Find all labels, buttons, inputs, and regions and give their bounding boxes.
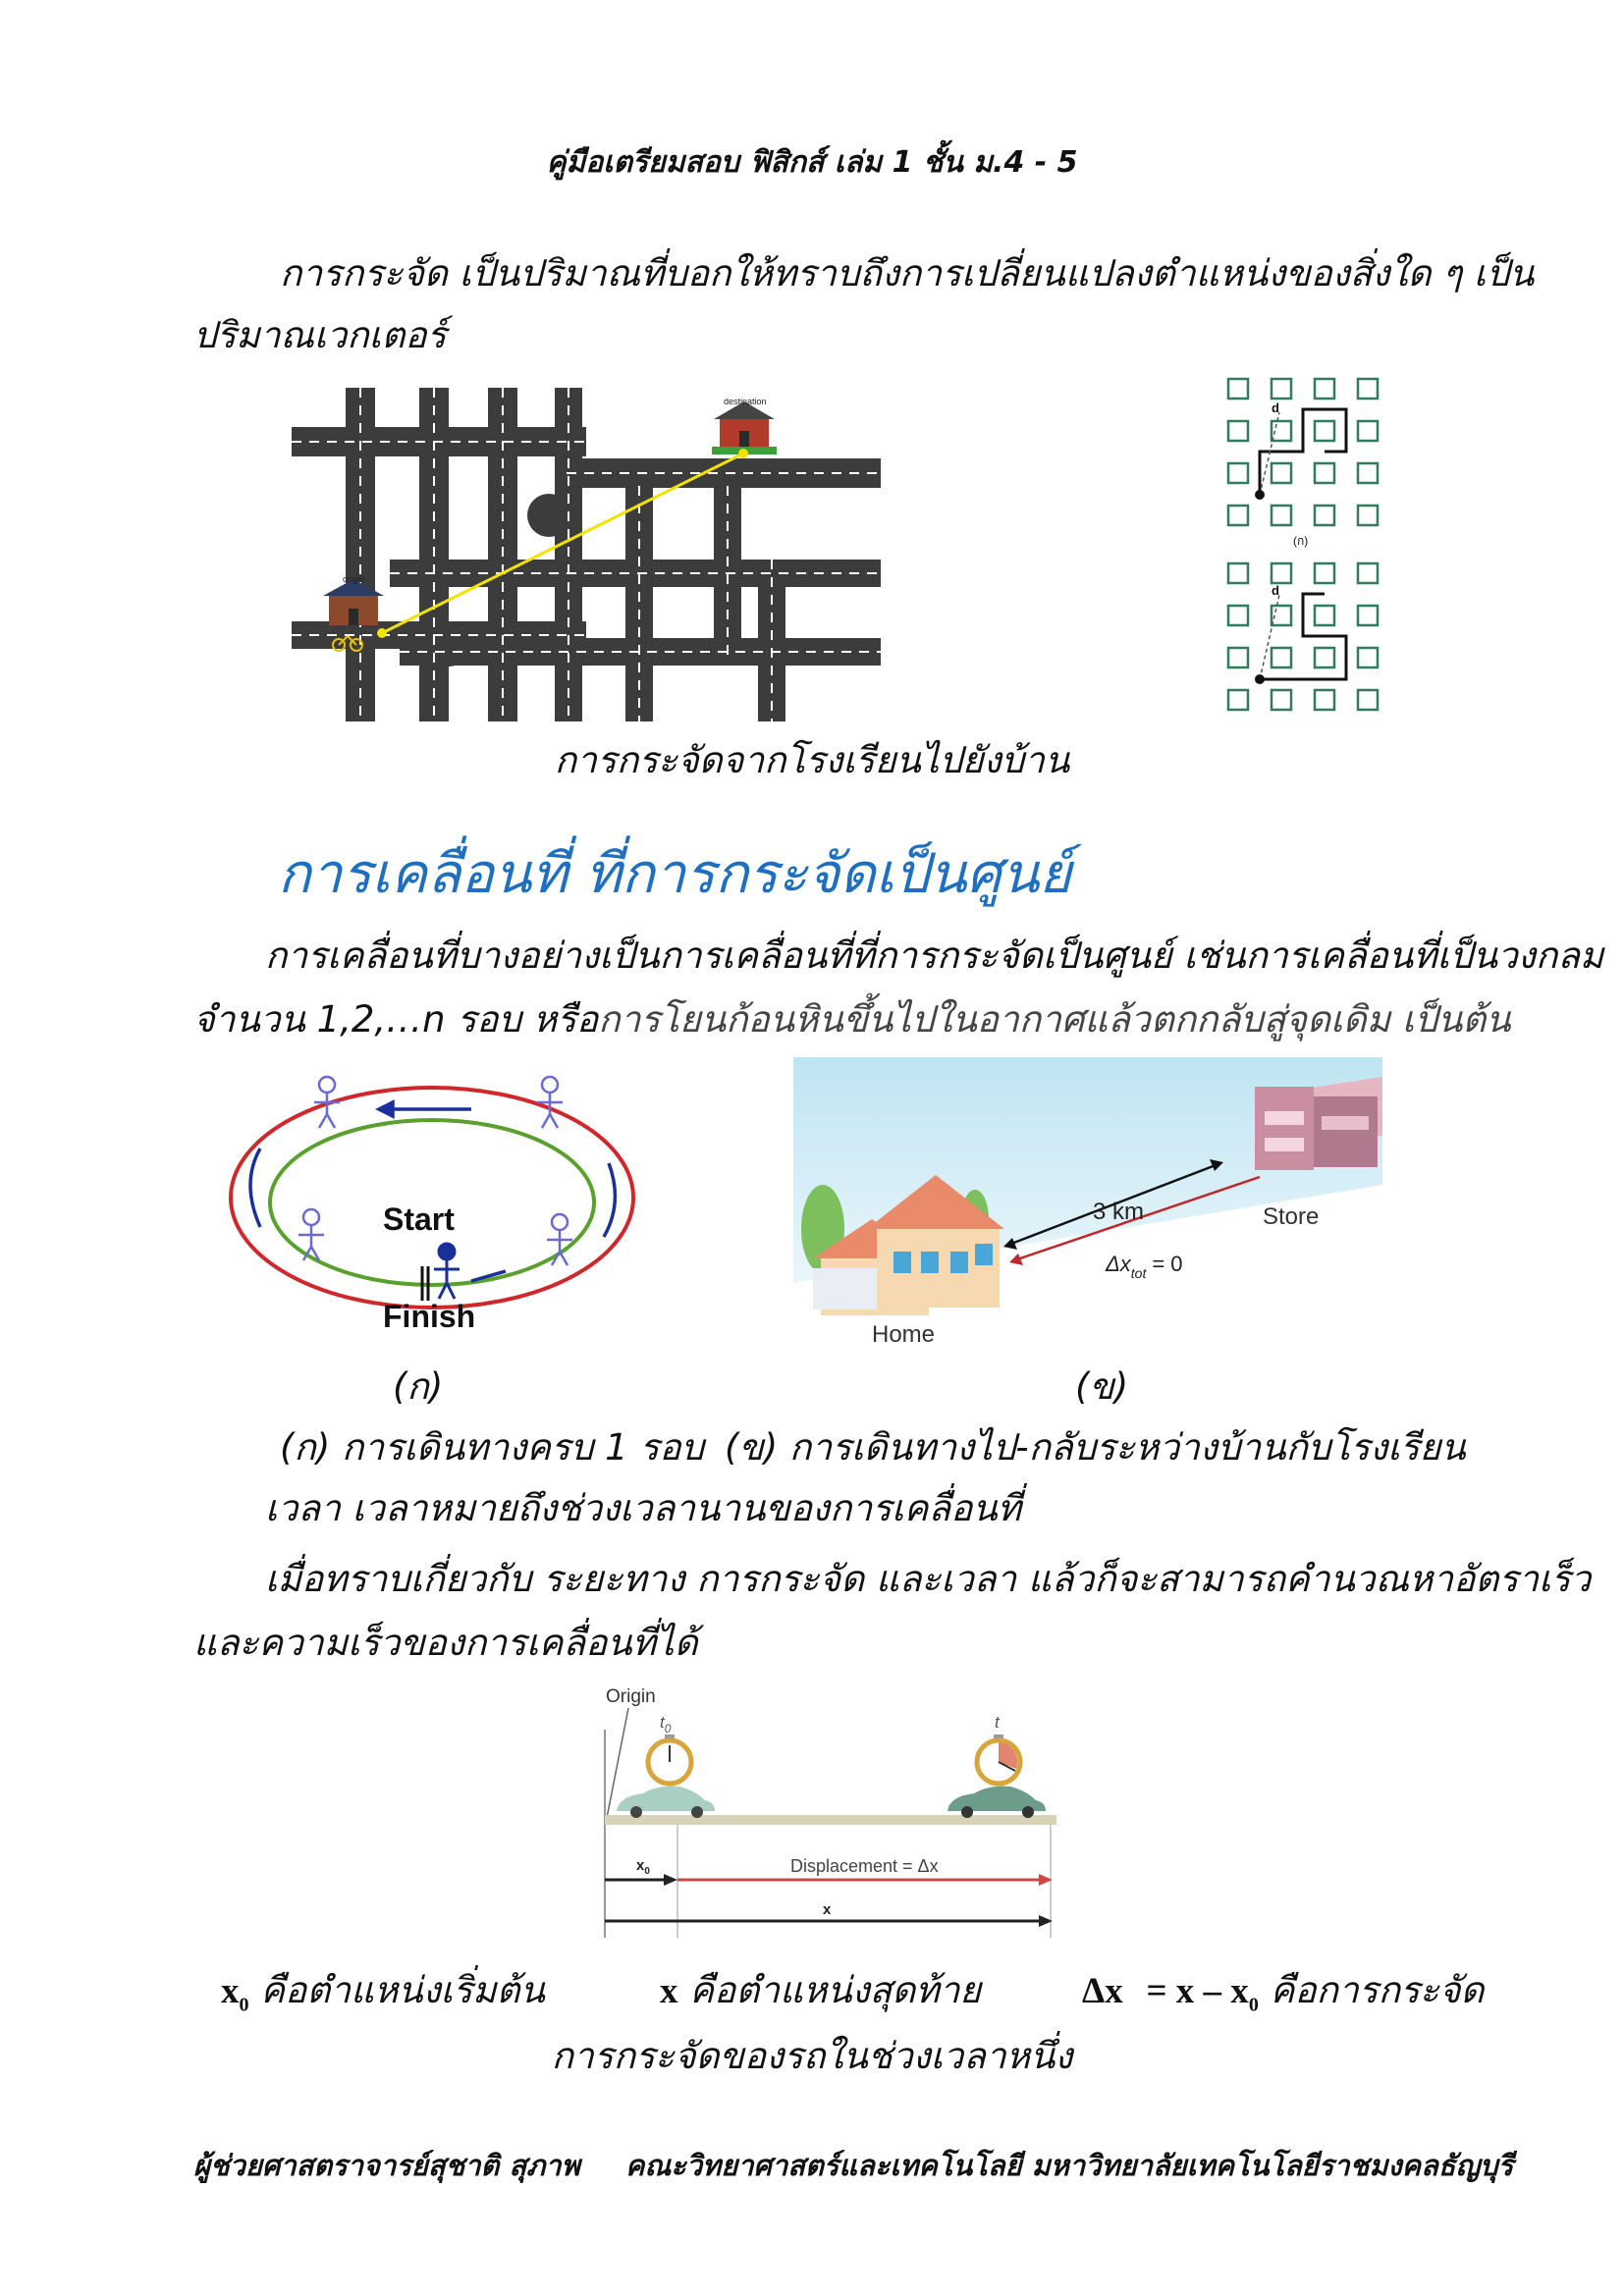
- page-header: คู่มือเตรียมสอบ ฟิสิกส์ เล่ม 1 ชั้น ม.4 - 5: [546, 145, 1078, 180]
- displacement-label: Displacement = Δx: [790, 1856, 939, 1876]
- def-x-text: คือตำแหน่งสุดท้าย: [689, 1969, 982, 2011]
- map-caption: การกระจัดจากโรงเรียนไปยังบ้าน: [554, 739, 1070, 781]
- car-displacement-figure: [599, 1681, 1060, 1938]
- caption-a: (ก) การเดินทางครบ 1 รอบ: [280, 1426, 705, 1468]
- section-title: การเคลื่อนที่ ที่การกระจัดเป็นศูนย์: [278, 842, 1072, 906]
- delta-symbol: Δx: [1106, 1252, 1131, 1276]
- start-label: Start: [383, 1201, 455, 1237]
- home-store-figure: [793, 1057, 1382, 1347]
- t0-sub: 0: [664, 1722, 672, 1735]
- time-line-3: และความเร็วของการเคลื่อนที่ได้: [193, 1622, 698, 1664]
- x0-symbol: x: [636, 1857, 645, 1874]
- section-line-2a: จำนวน 1,2,…n รอบ หรือ: [193, 998, 599, 1041]
- finish-label: Finish: [383, 1299, 476, 1334]
- time-line-2: เมื่อทราบเกี่ยวกับ ระยะทาง การกระจัด และเวลา แล้วก็จะสามารถคำนวณหาอัตราเร็ว: [265, 1558, 1592, 1600]
- grid-a-label: (ก): [1293, 534, 1309, 548]
- def-dx-text: คือการกระจัด: [1270, 1969, 1485, 2011]
- home-sublabel: (ข): [1075, 1365, 1129, 1408]
- section-line-2: [193, 991, 1511, 1048]
- car-caption: การกระจัดของรถในช่วงเวลาหนึ่ง: [551, 2035, 1073, 2077]
- t-label: t: [995, 1713, 1000, 1732]
- distance-label: 3 km: [1093, 1199, 1145, 1225]
- grid-d1-label: d: [1272, 400, 1279, 415]
- x-label: x: [823, 1901, 832, 1918]
- caption-b: (ข) การเดินทางไป-กลับระหว่างบ้านกับโรงเรียน: [725, 1426, 1466, 1468]
- t0-symbol: t: [660, 1713, 665, 1732]
- def-dx-sub: 0: [1248, 1994, 1259, 2016]
- def-x0-sub: 0: [239, 1994, 249, 2016]
- destination-point: [738, 449, 748, 458]
- x0-sub: 0: [644, 1866, 650, 1877]
- def-x-symbol: x: [660, 1971, 678, 2011]
- home-label: Home: [872, 1321, 936, 1347]
- delta-eq: = 0: [1152, 1252, 1183, 1276]
- def-x: [660, 1961, 981, 2019]
- def-dx: [1082, 1961, 1484, 2019]
- grid-path-figure: [1222, 373, 1394, 726]
- section-line-2b: การโยนก้อนหินขึ้นไปในอากาศแล้วตกกลับสู่จุดเดิม เป็นต้น: [598, 998, 1511, 1041]
- road-map-figure: [292, 388, 881, 721]
- time-line-1: เวลา เวลาหมายถึงช่วงเวลานานของการเคลื่อนที่: [265, 1487, 1022, 1529]
- delta-sub: tot: [1130, 1265, 1147, 1281]
- footer-author: ผู้ช่วยศาสตราจารย์สุชาติ สุภาพ: [193, 2149, 580, 2182]
- store-building: [1255, 1077, 1382, 1170]
- track-sublabel: (ก): [393, 1365, 444, 1408]
- def-x0-symbol: x: [221, 1971, 240, 2011]
- grid-d2-label: d: [1272, 583, 1279, 598]
- destination-house: [712, 401, 777, 454]
- def-x0-text: คือตำแหน่งเริ่มต้น: [260, 1969, 545, 2011]
- def-dx-eq: = x – x: [1146, 1971, 1249, 2011]
- track-figure: [226, 1065, 648, 1350]
- origin-point: [377, 628, 387, 638]
- def-dx-symbol: Δx: [1082, 1971, 1123, 2011]
- intro-line-2: ปริมาณเวกเตอร์: [193, 314, 447, 356]
- store-label: Store: [1263, 1203, 1320, 1230]
- origin-label-car: Origin: [606, 1686, 656, 1707]
- origin-label: origin: [343, 574, 365, 584]
- footer-institution: คณะวิทยาศาสตร์และเทคโนโลยี มหาวิทยาลัยเทคโนโลยีราชมงคลธัญบุรี: [625, 2149, 1514, 2182]
- def-x0: [221, 1961, 545, 2019]
- destination-label: destination: [724, 397, 767, 406]
- intro-line-1: การกระจัด เป็นปริมาณที่บอกให้ทราบถึงการเปลี่ยนแปลงตำแหน่งของสิ่งใด ๆ เป็น: [280, 252, 1535, 294]
- section-line-1: การเคลื่อนที่บางอย่างเป็นการเคลื่อนที่ที่การกระจัดเป็นศูนย์ เช่นการเคลื่อนที่เป็นวงกลม: [265, 934, 1604, 977]
